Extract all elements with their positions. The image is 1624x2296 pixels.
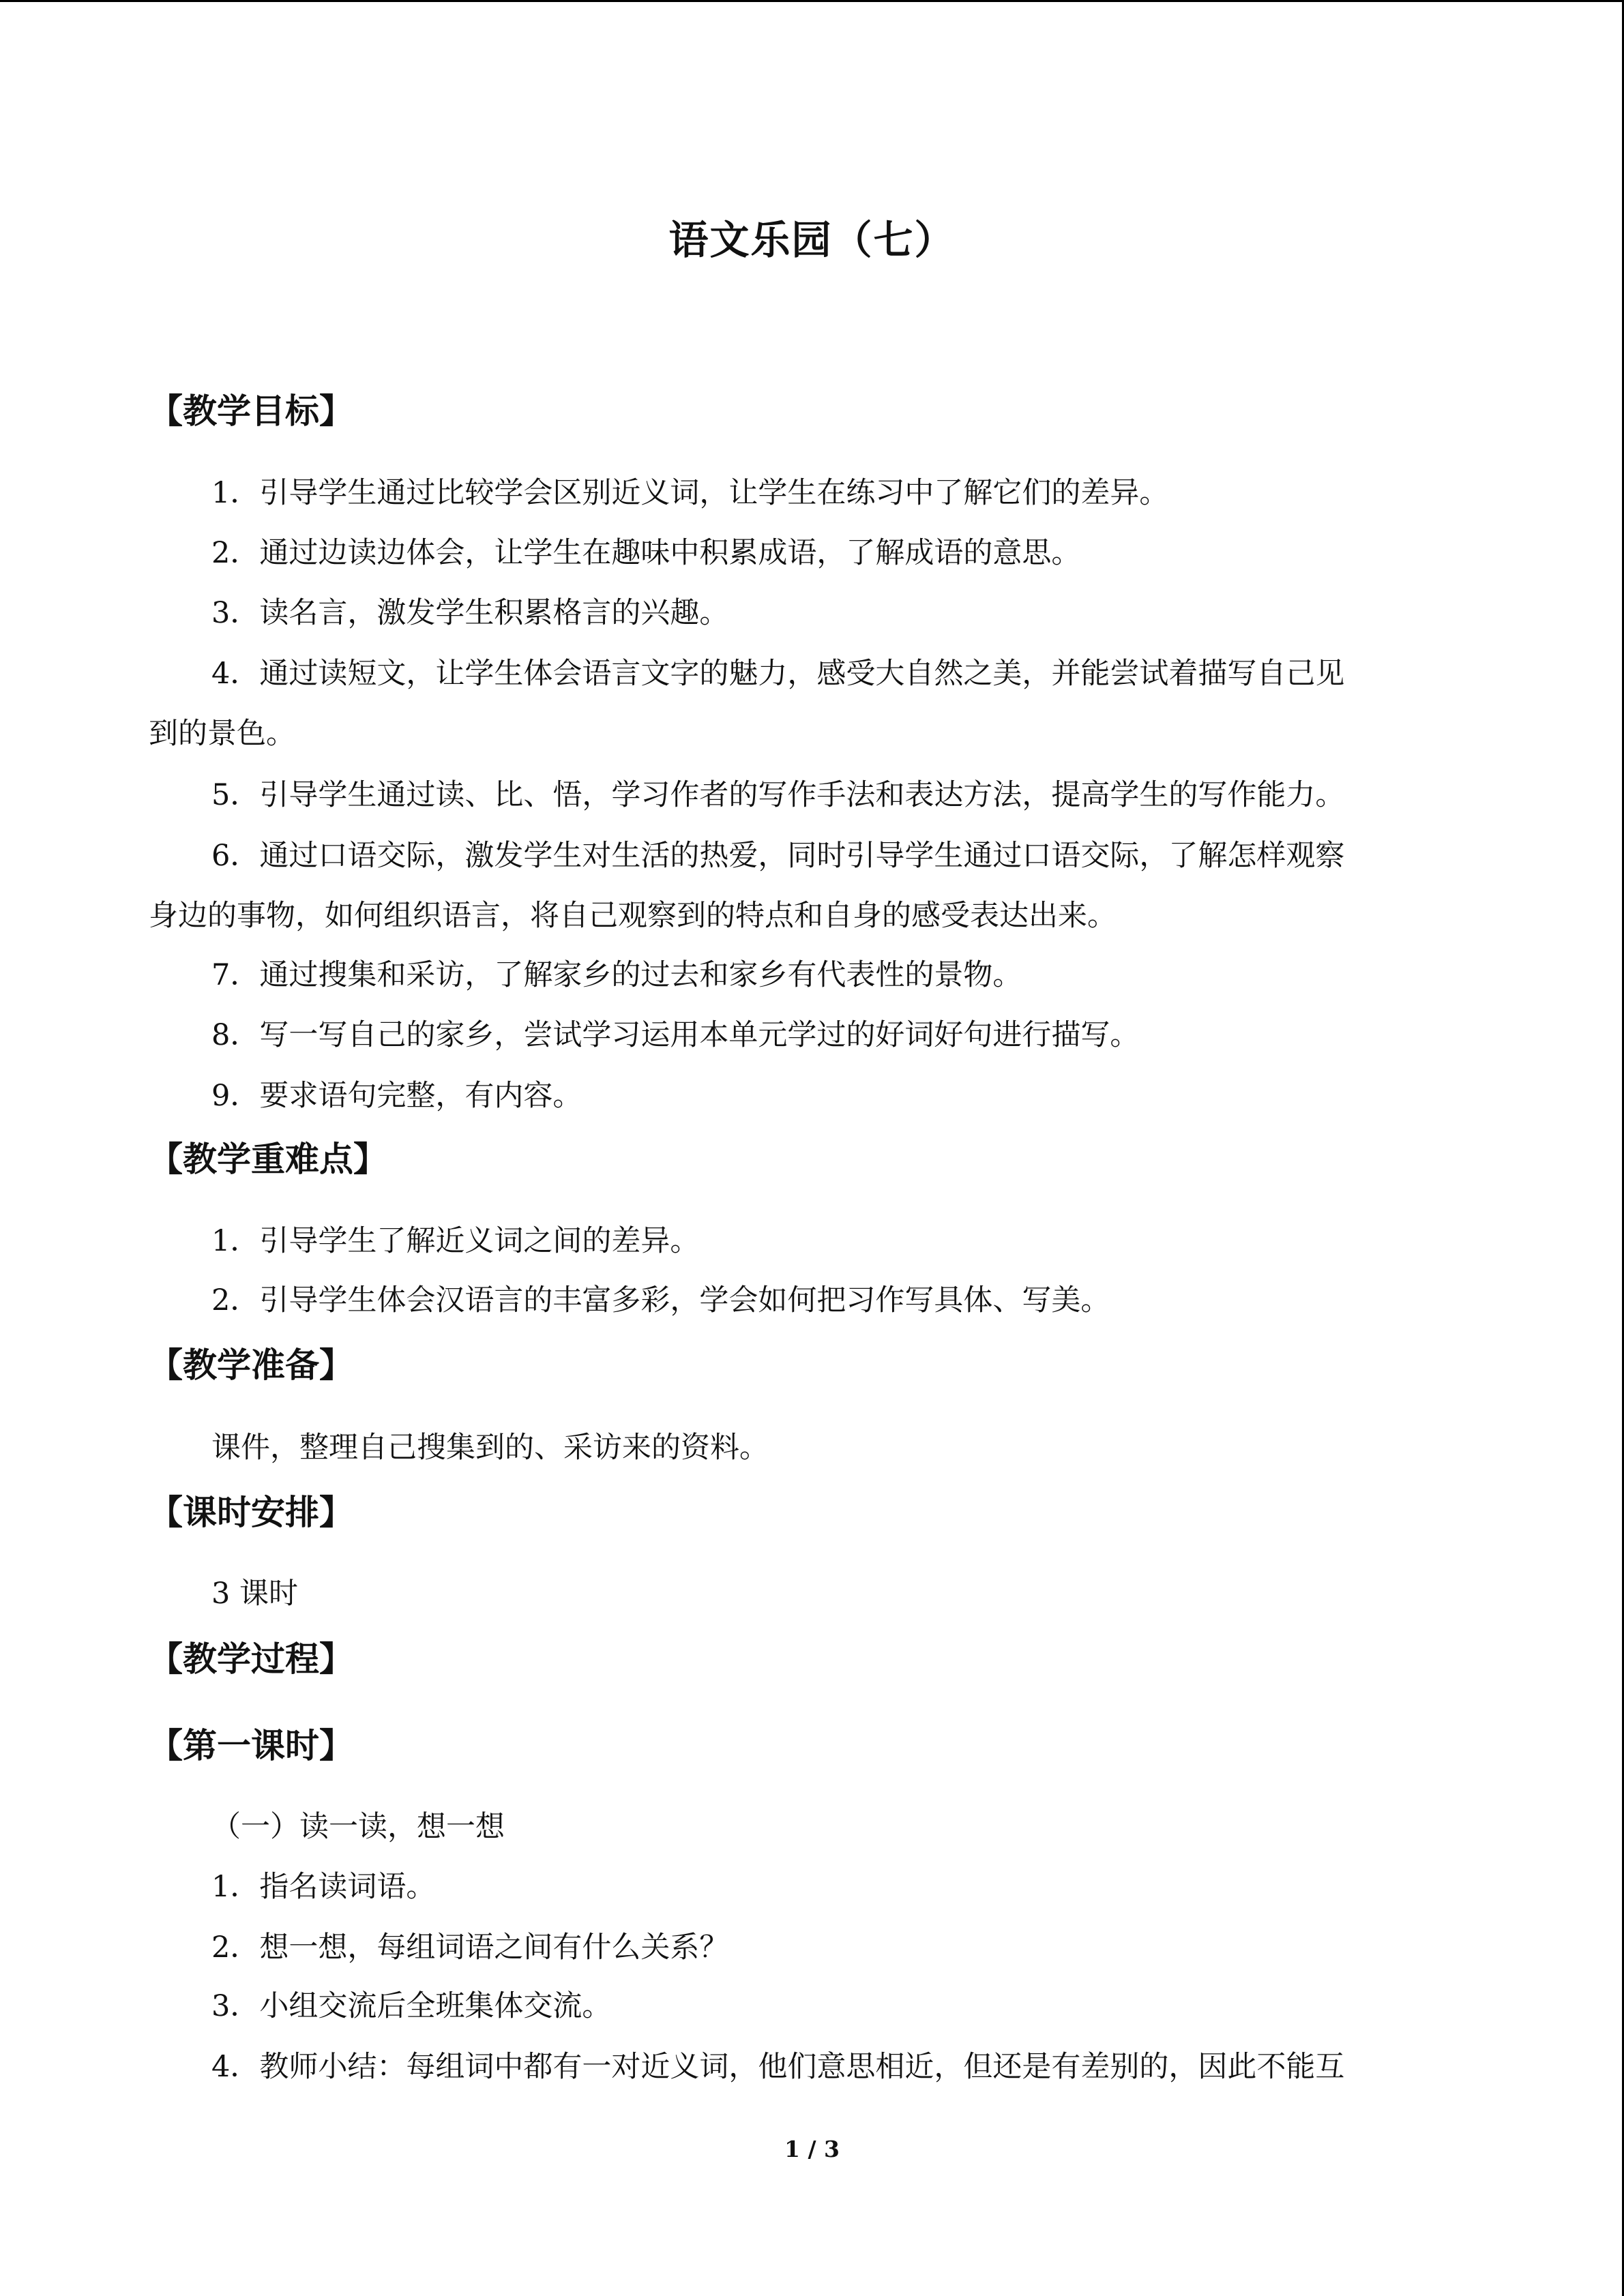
preparation-text: 课件，整理自己搜集到的、采访来的资料。 [211, 1431, 769, 1465]
goal-item-4: 4．通过读短文，让学生体会语言文字的魅力，感受大自然之美，并能尝试着描写自己见 [211, 657, 1345, 691]
lesson1-subheading: （一）读一读，想一想 [211, 1810, 505, 1844]
heading-schedule: 【课时安排】 [149, 1493, 353, 1532]
page-number: 1 / 3 [784, 2136, 840, 2162]
key-point-2: 2．引导学生体会汉语言的丰富多彩，学会如何把习作写具体、写美。 [211, 1283, 1110, 1317]
goal-item-6: 6．通过口语交际，激发学生对生活的热爱，同时引导学生通过口语交际，了解怎样观察 [211, 839, 1345, 873]
document-title: 语文乐园（七） [668, 217, 956, 263]
goal-item-3: 3．读名言，激发学生积累格言的兴趣。 [211, 596, 729, 630]
goal-item-7: 7．通过搜集和采访，了解家乡的过去和家乡有代表性的景物。 [211, 958, 1022, 992]
lesson1-item-4: 4．教师小结：每组词中都有一对近义词，他们意思相近，但还是有差别的，因此不能互 [211, 2050, 1345, 2084]
goal-item-4-continued: 到的景色。 [149, 717, 295, 751]
heading-teaching-goals: 【教学目标】 [149, 391, 353, 431]
goal-item-8: 8．写一写自己的家乡，尝试学习运用本单元学过的好词好句进行描写。 [211, 1018, 1140, 1052]
lesson1-item-1: 1．指名读词语。 [211, 1870, 436, 1904]
heading-preparation: 【教学准备】 [149, 1345, 353, 1385]
goal-item-5: 5．引导学生通过读、比、悟，学习作者的写作手法和表达方法，提高学生的写作能力。 [211, 778, 1345, 812]
heading-key-points: 【教学重难点】 [149, 1139, 387, 1179]
goal-item-1: 1．引导学生通过比较学会区别近义词，让学生在练习中了解它们的差异。 [211, 476, 1169, 510]
goal-item-6-continued: 身边的事物，如何组织语言，将自己观察到的特点和自身的感受表达出来。 [149, 899, 1117, 933]
lesson1-item-3: 3．小组交流后全班集体交流。 [211, 1989, 612, 2023]
goal-item-9: 9．要求语句完整，有内容。 [211, 1079, 582, 1113]
key-point-1: 1．引导学生了解近义词之间的差异。 [211, 1224, 700, 1258]
schedule-text: 3 课时 [211, 1577, 299, 1611]
lesson1-item-2: 2．想一想，每组词语之间有什么关系？ [211, 1930, 729, 1965]
heading-process: 【教学过程】 [149, 1639, 353, 1679]
heading-lesson-1: 【第一课时】 [149, 1726, 353, 1765]
goal-item-2: 2．通过边读边体会，让学生在趣味中积累成语，了解成语的意思。 [211, 536, 1081, 570]
